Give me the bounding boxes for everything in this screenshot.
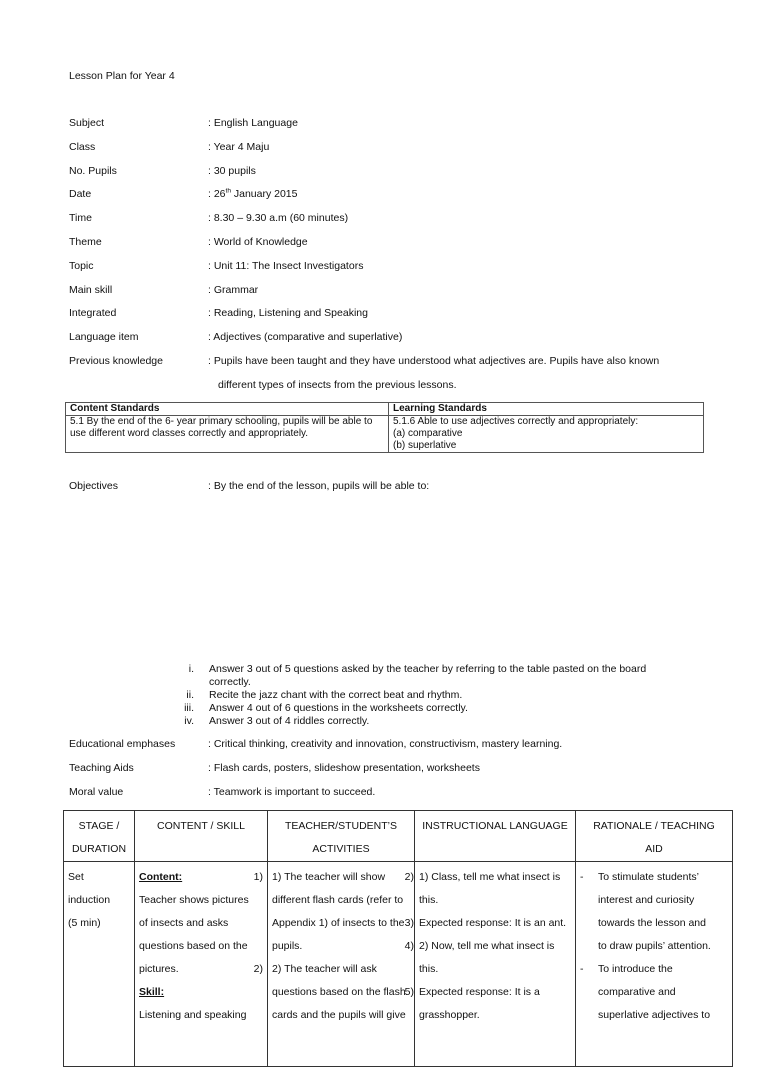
extra-value: : Teamwork is important to succeed.	[208, 786, 376, 798]
plan-header-line: AID	[645, 843, 663, 855]
detail-value: different types of insects from the previous lessons.	[218, 379, 457, 391]
instructional-language-cell	[415, 862, 576, 1067]
learning-standards-header: Learning Standards	[389, 403, 704, 416]
objective-number: i.	[188, 663, 194, 675]
detail-row	[69, 284, 709, 298]
extra-row	[69, 786, 709, 800]
detail-row	[69, 117, 709, 131]
plan-header	[268, 811, 415, 862]
detail-value: : 30 pupils	[208, 165, 256, 177]
step-number: 4)	[404, 940, 414, 952]
objective-line: Recite the jazz chant with the correct beat and rhythm.	[209, 689, 463, 701]
plan-header-line: STAGE /	[78, 820, 120, 832]
step-number: 1)	[253, 871, 263, 883]
detail-label: Previous knowledge	[69, 355, 163, 367]
detail-row	[69, 212, 709, 226]
detail-value: : English Language	[208, 117, 298, 129]
detail-row	[69, 141, 709, 155]
learning-line: 5.1.6 Able to use adjectives correctly and appropriately:	[393, 416, 639, 427]
detail-label: Time	[69, 212, 92, 224]
detail-row	[69, 165, 709, 179]
step-number: 2)	[404, 871, 414, 883]
activity-line: 2) The teacher will ask	[272, 963, 377, 975]
document-title: Lesson Plan for Year 4	[69, 70, 175, 82]
date-rest: January 2015	[230, 188, 298, 200]
plan-header	[415, 811, 576, 862]
detail-value: : Grammar	[208, 284, 259, 296]
language-line: grasshopper.	[419, 1009, 480, 1021]
rationale-line: comparative and	[598, 986, 676, 998]
extra-label: Teaching Aids	[69, 762, 134, 774]
rationale-item	[580, 866, 728, 958]
activity-line: questions based on the flash	[272, 986, 406, 998]
plan-header-line: INSTRUCTIONAL LANGUAGE	[422, 820, 568, 832]
extra-value: : Critical thinking, creativity and innovation, constructivism, mastery learning.	[208, 738, 563, 750]
activity-line: cards and the pupils will give	[272, 1009, 406, 1021]
objective-text	[209, 689, 669, 702]
detail-row	[69, 331, 709, 345]
stage-cell	[64, 862, 135, 1067]
objective-line: Answer 3 out of 4 riddles correctly.	[209, 715, 370, 727]
rationale-line: towards the lesson and	[598, 917, 706, 929]
skill-line: Listening and speaking	[139, 1009, 247, 1021]
objective-line: Answer 4 out of 6 questions in the worksheets correctly.	[209, 702, 468, 714]
objectives-row	[69, 480, 709, 494]
language-line: 2) Now, tell me what insect is	[419, 940, 555, 952]
plan-header	[135, 811, 268, 862]
objective-line: correctly.	[209, 676, 251, 688]
content-line: of insects and asks	[139, 917, 229, 929]
detail-value: : 8.30 – 9.30 a.m (60 minutes)	[208, 212, 349, 224]
objective-line: Answer 3 out of 5 questions asked by the teacher by referring to the table pasted on the board	[209, 663, 647, 675]
activity-line: Appendix 1) of insects to the	[272, 917, 405, 929]
plan-header-line: TEACHER/STUDENT’S	[284, 820, 397, 832]
objective-number: ii.	[186, 689, 194, 701]
detail-label: Theme	[69, 236, 102, 248]
rationale-line: To introduce the	[598, 963, 673, 975]
detail-row	[69, 355, 709, 369]
rationale-line: to draw pupils’ attention.	[598, 940, 711, 952]
detail-value: : Unit 11: The Insect Investigators	[208, 260, 364, 272]
learning-line: (a) comparative	[393, 428, 463, 439]
detail-label: No. Pupils	[69, 165, 117, 177]
objective-number: iv.	[184, 715, 194, 727]
detail-row	[69, 236, 709, 250]
learning-standards-text	[389, 416, 704, 453]
detail-label: Main skill	[69, 284, 113, 296]
objective-text	[209, 715, 669, 728]
extra-label: Educational emphases	[69, 738, 176, 750]
detail-label: Topic	[69, 260, 94, 272]
step-number: 5)	[404, 986, 414, 998]
content-line: pictures.	[139, 963, 179, 975]
skill-label: Skill:	[139, 986, 165, 998]
step-number: 3)	[404, 917, 414, 929]
plan-header	[576, 811, 733, 862]
detail-value: : Pupils have been taught and they have understood what adjectives are. Pupils have also known	[208, 355, 660, 367]
detail-label: Language item	[69, 331, 139, 343]
detail-value: : Reading, Listening and Speaking	[208, 307, 368, 319]
activities-cell	[268, 862, 415, 1067]
plan-header-line: RATIONALE / TEACHING	[593, 820, 715, 832]
stage-line: Set	[68, 871, 84, 883]
language-line: 1) Class, tell me what insect is	[419, 871, 561, 883]
detail-value: : Adjectives (comparative and superlative)	[208, 331, 403, 343]
rationale-item	[580, 958, 728, 1027]
language-line: Expected response: It is a	[419, 986, 540, 998]
detail-value: : Year 4 Maju	[208, 141, 270, 153]
learning-line: (b) superlative	[393, 440, 457, 451]
detail-label: Class	[69, 141, 96, 153]
detail-label: Subject	[69, 117, 105, 129]
bullet-dash: -	[580, 963, 584, 975]
detail-value: : World of Knowledge	[208, 236, 308, 248]
detail-label: Integrated	[69, 307, 117, 319]
detail-value	[208, 188, 298, 200]
content-standards-header: Content Standards	[66, 403, 389, 416]
plan-header-line: ACTIVITIES	[312, 843, 370, 855]
plan-header-line: CONTENT / SKILL	[157, 820, 245, 832]
activity-line: 1) The teacher will show	[272, 871, 386, 883]
objective-text	[209, 663, 669, 689]
plan-header	[64, 811, 135, 862]
language-line: this.	[419, 894, 439, 906]
content-standards-text: 5.1 By the end of the 6- year primary schooling, pupils will be able to use different word classes correctly and appropriately.	[66, 416, 389, 453]
rationale-line: interest and curiosity	[598, 894, 695, 906]
detail-label: Date	[69, 188, 92, 200]
activity-line: pupils.	[272, 940, 303, 952]
rationale-cell	[576, 862, 733, 1067]
date-suffix: th	[225, 187, 231, 195]
lesson-plan-table	[63, 810, 733, 1067]
content-line: questions based on the	[139, 940, 248, 952]
content-skill-cell	[135, 862, 268, 1067]
language-line: this.	[419, 963, 439, 975]
date-day: : 26	[208, 188, 226, 200]
detail-row-continued	[69, 379, 709, 393]
extra-value: : Flash cards, posters, slideshow presentation, worksheets	[208, 762, 480, 774]
content-label: Content:	[139, 871, 183, 883]
objective-text	[209, 702, 669, 715]
objectives-label: Objectives	[69, 480, 119, 492]
bullet-dash: -	[580, 871, 584, 883]
extra-row	[69, 738, 709, 752]
content-line: Teacher shows pictures	[139, 894, 249, 906]
objective-number: iii.	[184, 702, 194, 714]
language-line: Expected response: It is an ant.	[419, 917, 567, 929]
detail-row	[69, 260, 709, 274]
detail-row	[69, 188, 709, 202]
activity-line: different flash cards (refer to	[272, 894, 404, 906]
rationale-line: To stimulate students’	[598, 871, 699, 883]
objectives-value: : By the end of the lesson, pupils will be able to:	[208, 480, 430, 492]
plan-header-line: DURATION	[71, 843, 127, 855]
extra-label: Moral value	[69, 786, 124, 798]
step-number: 2)	[253, 963, 263, 975]
stage-line: induction	[68, 894, 111, 906]
standards-table	[65, 402, 704, 453]
detail-row	[69, 307, 709, 321]
stage-line: (5 min)	[68, 917, 101, 929]
extra-row	[69, 762, 709, 776]
rationale-line: superlative adjectives to	[598, 1009, 711, 1021]
